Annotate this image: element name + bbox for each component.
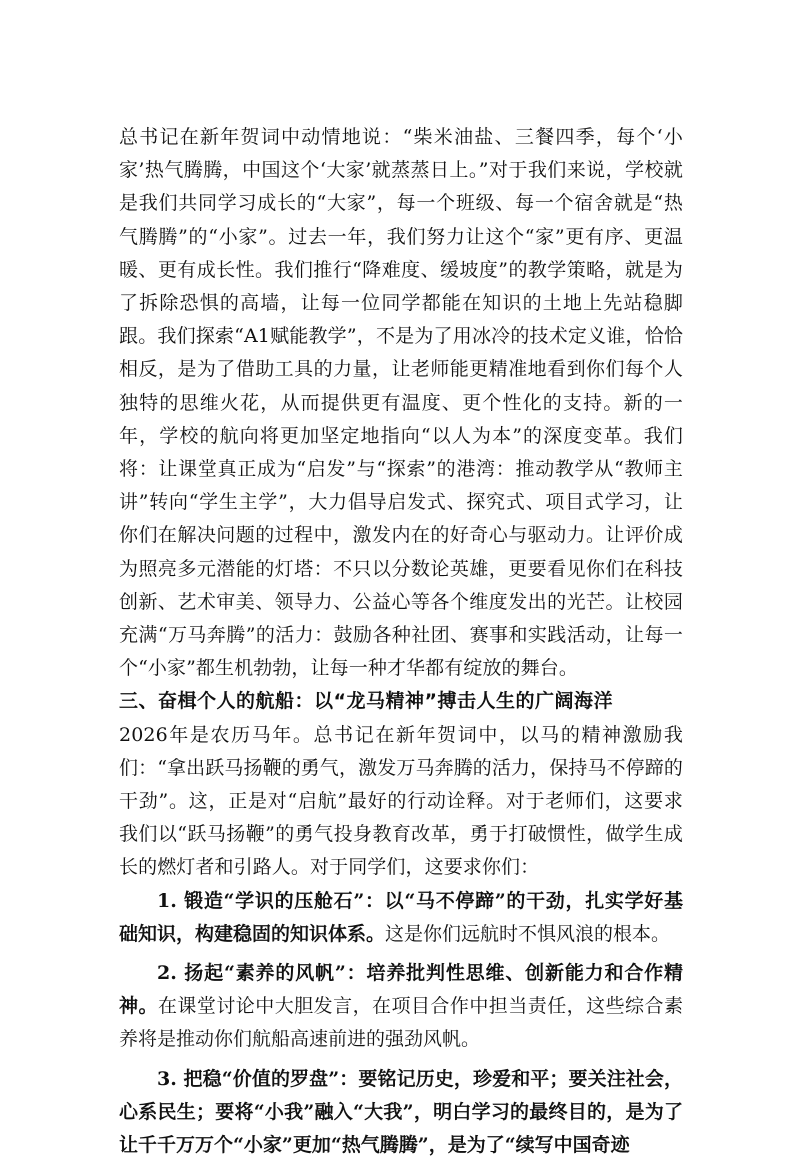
list-item-2	[119, 957, 683, 1057]
document-page	[119, 121, 683, 1162]
list-item-1-text: 这是你们远航时不惧风浪的根本。	[385, 922, 671, 945]
list-item-1-bold: 1. 锻造“学识的压舱石”：以“马不停蹄”的干劲，扎实学好基础知识，构建稳固的知识体系。	[119, 889, 683, 945]
list-item-2-text: 在课堂讨论中大胆发言，在项目合作中担当责任，这些综合素养将是推动你们航船高速前进的强劲风帆。	[119, 995, 683, 1051]
list-item-2-bold: 2. 扬起“素养的风帆”：培养批判性思维、创新能力和合作精神。	[119, 962, 683, 1018]
body-paragraph-1: 总书记在新年贺词中动情地说：“柴米油盐、三餐四季，每个‘小家’热气腾腾，中国这个‘大家’就蒸蒸日上。”对于我们来说，学校就是我们共同学习成长的“大家”，每一个班级、每一个宿舍就是“热气腾腾”的“小家”。过去一年，我们努力让这个“家”更有序、更温暖、更有成长性。我们推行“降难度、缓坡度”的教学策略，就是为了拆除恐惧的高墙，让每一位同学都能在知识的土地上先站稳脚跟。我们探索“A1赋能教学”，不是为了用冰冷的技术定义谁，恰恰相反，是为了借助工具的力量，让老师能更精准地看到你们每个人独特的思维火花，从而提供更有温度、更个性化的支持。新的一年，学校的航向将更加坚定地指向“以人为本”的深度变革。我们将：让课堂真正成为“启发”与“探索”的港湾：推动教学从“教师主讲”转向“学生主学”，大力倡导启发式、探究式、项目式学习，让你们在解决问题的过程中，激发内在的好奇心与驱动力。让评价成为照亮多元潜能的灯塔：不只以分数论英雄，更要看见你们在科技创新、艺术审美、领导力、公益心等各个维度发出的光芒。让校园充满“万马奔腾”的活力：鼓励各种社团、赛事和实践活动，让每一个“小家”都生机勃勃，让每一种才华都有绽放的舞台。	[119, 126, 683, 680]
list-item-3	[119, 1063, 683, 1162]
body-paragraph-2: 2026年是农历马年。总书记在新年贺词中，以马的精神激励我们：“拿出跃马扬鞭的勇气，激发万马奔腾的活力，保持马不停蹄的干劲”。这，正是对“启航”最好的行动诠释。对于老师们，这要求我们以“跃马扬鞭”的勇气投身教育改革，勇于打破惯性，做学生成长的燃灯者和引路人。对于同学们，这要求你们：	[119, 723, 683, 879]
section-heading-3: 三、奋楫个人的航船：以“龙马精神”搏击人生的广阔海洋	[119, 690, 613, 713]
list-item-1	[119, 885, 683, 951]
list-item-3-bold: 3. 把稳“价值的罗盘”：要铭记历史，珍爱和平；要关注社会，心系民生；要将“小我”融入“大我”，明白学习的最终目的，是为了让千千万万个“小家”更加“热气腾腾”，是为了“续写中国奇迹	[119, 1067, 683, 1157]
